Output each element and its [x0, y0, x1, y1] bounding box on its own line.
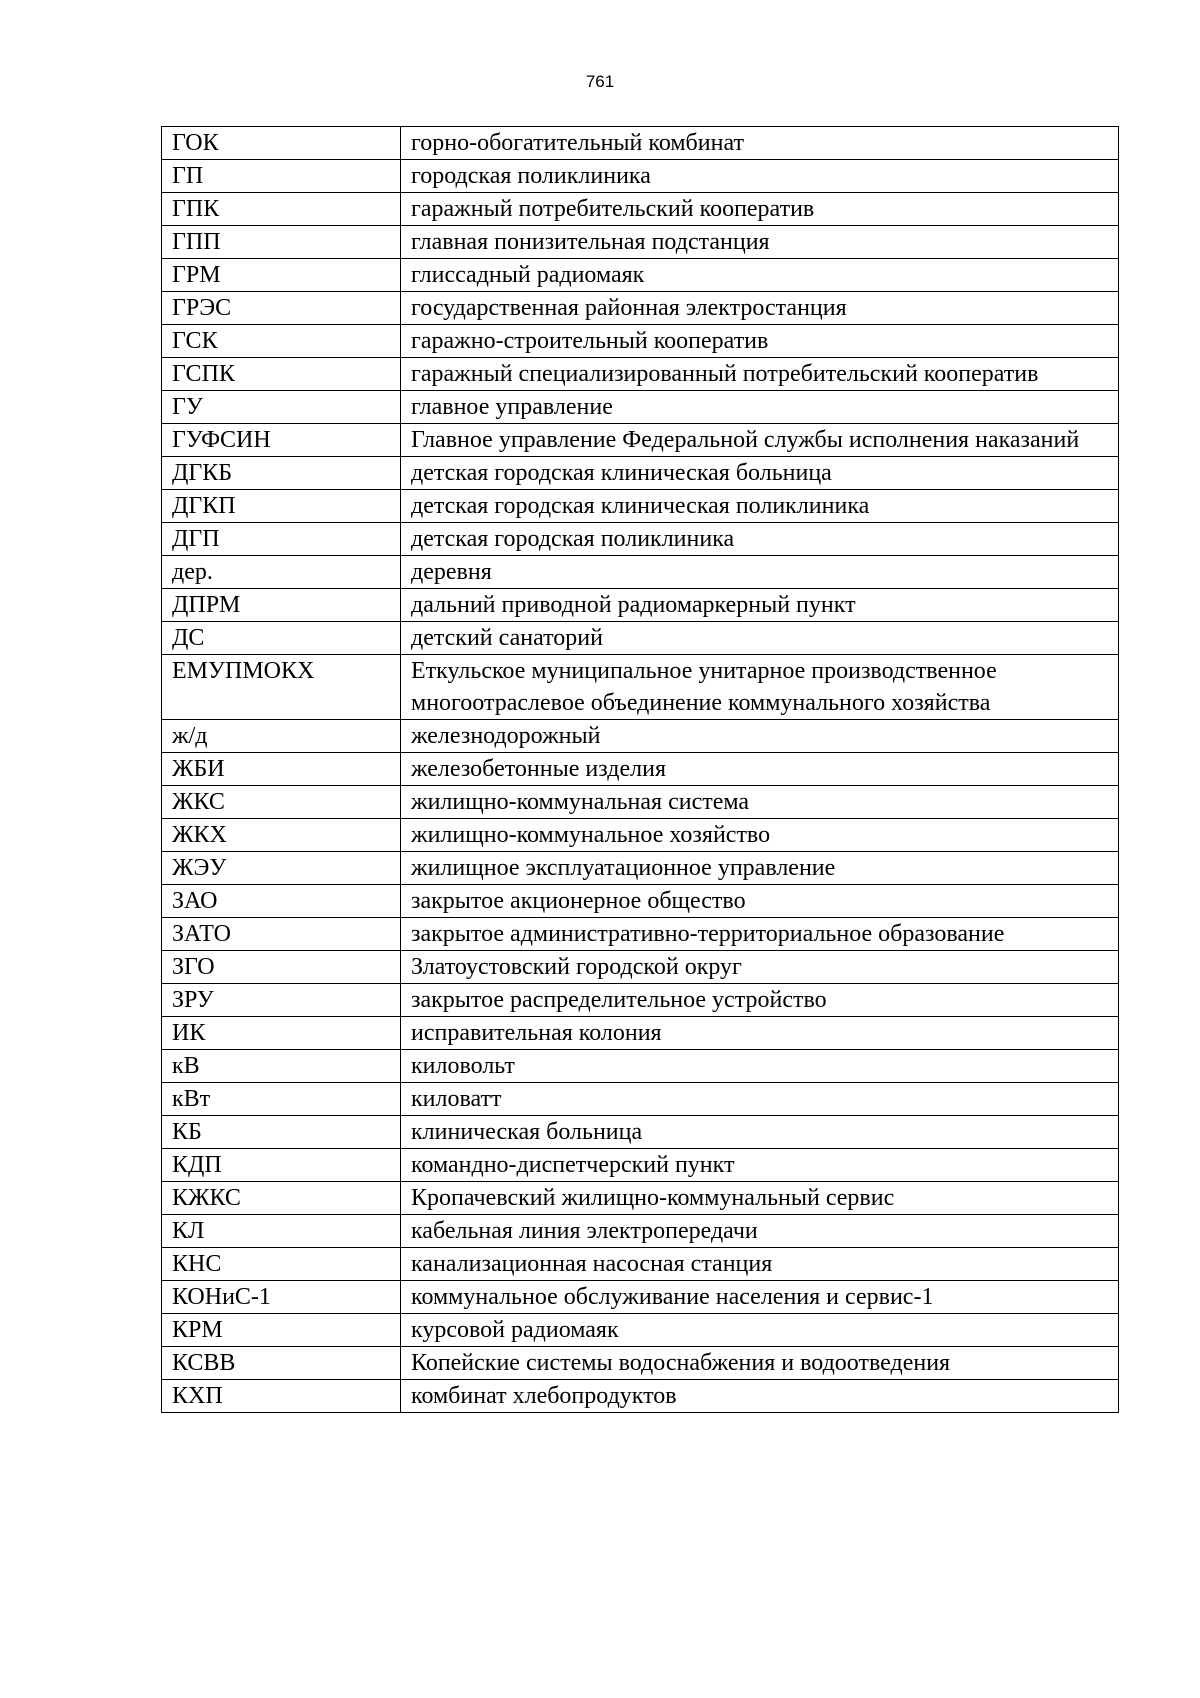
table-row [162, 885, 1119, 918]
table-row [162, 1380, 1119, 1413]
table-row [162, 1281, 1119, 1314]
meaning-cell: клиническая больница [401, 1116, 1119, 1149]
abbreviation-cell: ИК [162, 1017, 401, 1050]
meaning-cell: жилищно-коммунальное хозяйство [401, 819, 1119, 852]
table-row [162, 984, 1119, 1017]
meaning-cell: командно-диспетчерский пункт [401, 1149, 1119, 1182]
meaning-cell: железнодорожный [401, 720, 1119, 753]
abbreviation-cell: ДГП [162, 523, 401, 556]
meaning-cell: городская поликлиника [401, 160, 1119, 193]
table-row [162, 523, 1119, 556]
abbreviation-cell: КБ [162, 1116, 401, 1149]
abbreviation-cell: ГОК [162, 127, 401, 160]
table-row [162, 424, 1119, 457]
meaning-cell: горно-обогатительный комбинат [401, 127, 1119, 160]
meaning-cell: железобетонные изделия [401, 753, 1119, 786]
abbreviation-cell: ГУФСИН [162, 424, 401, 457]
abbreviation-cell: ГРЭС [162, 292, 401, 325]
meaning-cell: кабельная линия электропередачи [401, 1215, 1119, 1248]
table-row [162, 193, 1119, 226]
table-row [162, 819, 1119, 852]
meaning-cell: деревня [401, 556, 1119, 589]
table-row [162, 1248, 1119, 1281]
meaning-cell: Еткульское муниципальное унитарное производственное многоотраслевое объединение коммунального хозяйства [401, 655, 1119, 720]
meaning-cell: канализационная насосная станция [401, 1248, 1119, 1281]
meaning-cell: закрытое распределительное устройство [401, 984, 1119, 1017]
meaning-cell: киловатт [401, 1083, 1119, 1116]
table-row [162, 1347, 1119, 1380]
abbreviation-cell: ГПК [162, 193, 401, 226]
table-row [162, 753, 1119, 786]
abbreviation-cell: кВ [162, 1050, 401, 1083]
abbreviation-cell: ГУ [162, 391, 401, 424]
table-row [162, 918, 1119, 951]
table-row [162, 1182, 1119, 1215]
abbreviation-cell: КРМ [162, 1314, 401, 1347]
abbreviation-cell: ГСК [162, 325, 401, 358]
meaning-cell: государственная районная электростанция [401, 292, 1119, 325]
meaning-cell: детская городская поликлиника [401, 523, 1119, 556]
abbreviation-cell: кВт [162, 1083, 401, 1116]
abbreviation-cell: КХП [162, 1380, 401, 1413]
abbreviation-cell: ЖКХ [162, 819, 401, 852]
table-row [162, 1314, 1119, 1347]
abbreviation-cell: ДГКП [162, 490, 401, 523]
abbreviation-cell: ЗАО [162, 885, 401, 918]
abbreviation-cell: ДПРМ [162, 589, 401, 622]
meaning-cell: исправительная колония [401, 1017, 1119, 1050]
table-row [162, 391, 1119, 424]
table-row [162, 490, 1119, 523]
table-row [162, 325, 1119, 358]
abbreviation-cell: ГРМ [162, 259, 401, 292]
abbreviation-cell: ЗРУ [162, 984, 401, 1017]
meaning-cell: киловольт [401, 1050, 1119, 1083]
abbreviation-cell: ДС [162, 622, 401, 655]
abbreviation-cell: КЖКС [162, 1182, 401, 1215]
meaning-cell: гаражный потребительский кооператив [401, 193, 1119, 226]
abbreviation-cell: ГП [162, 160, 401, 193]
meaning-cell: Копейские системы водоснабжения и водоотведения [401, 1347, 1119, 1380]
abbreviation-cell: ЕМУПМОКХ [162, 655, 401, 720]
table-row [162, 1116, 1119, 1149]
table-row [162, 556, 1119, 589]
table-row [162, 358, 1119, 391]
table-row [162, 1050, 1119, 1083]
table-row [162, 457, 1119, 490]
abbreviation-cell: КДП [162, 1149, 401, 1182]
table-row [162, 1017, 1119, 1050]
meaning-cell: курсовой радиомаяк [401, 1314, 1119, 1347]
meaning-cell: жилищное эксплуатационное управление [401, 852, 1119, 885]
table-row [162, 160, 1119, 193]
table-row [162, 1149, 1119, 1182]
meaning-cell: гаражный специализированный потребительский кооператив [401, 358, 1119, 391]
meaning-cell: закрытое административно-территориальное образование [401, 918, 1119, 951]
abbreviation-cell: КНС [162, 1248, 401, 1281]
table-row [162, 292, 1119, 325]
abbreviation-cell: ЖКС [162, 786, 401, 819]
meaning-cell: Златоустовский городской округ [401, 951, 1119, 984]
meaning-cell: комбинат хлебопродуктов [401, 1380, 1119, 1413]
abbreviation-cell: дер. [162, 556, 401, 589]
table-row [162, 226, 1119, 259]
abbreviations-table-body [162, 127, 1119, 1413]
meaning-cell: закрытое акционерное общество [401, 885, 1119, 918]
table-row [162, 1215, 1119, 1248]
meaning-cell: коммунальное обслуживание населения и сервис-1 [401, 1281, 1119, 1314]
abbreviation-cell: КЛ [162, 1215, 401, 1248]
meaning-cell: детская городская клиническая поликлиника [401, 490, 1119, 523]
meaning-cell: дальний приводной радиомаркерный пункт [401, 589, 1119, 622]
meaning-cell: гаражно-строительный кооператив [401, 325, 1119, 358]
abbreviation-cell: ЗАТО [162, 918, 401, 951]
table-row [162, 852, 1119, 885]
meaning-cell: Главное управление Федеральной службы исполнения наказаний [401, 424, 1119, 457]
table-row [162, 720, 1119, 753]
meaning-cell: жилищно-коммунальная система [401, 786, 1119, 819]
abbreviations-table [161, 126, 1119, 1413]
abbreviation-cell: КОНиС-1 [162, 1281, 401, 1314]
abbreviation-cell: ГСПК [162, 358, 401, 391]
table-row [162, 589, 1119, 622]
abbreviation-cell: ГПП [162, 226, 401, 259]
table-row [162, 1083, 1119, 1116]
meaning-cell: глиссадный радиомаяк [401, 259, 1119, 292]
abbreviation-cell: ж/д [162, 720, 401, 753]
abbreviation-cell: ЖЭУ [162, 852, 401, 885]
abbreviation-cell: КСВВ [162, 1347, 401, 1380]
abbreviation-cell: ЖБИ [162, 753, 401, 786]
table-row [162, 622, 1119, 655]
meaning-cell: Кропачевский жилищно-коммунальный сервис [401, 1182, 1119, 1215]
table-row [162, 786, 1119, 819]
meaning-cell: главное управление [401, 391, 1119, 424]
meaning-cell: детская городская клиническая больница [401, 457, 1119, 490]
abbreviation-cell: ЗГО [162, 951, 401, 984]
table-row [162, 951, 1119, 984]
table-row [162, 259, 1119, 292]
table-row [162, 127, 1119, 160]
abbreviation-cell: ДГКБ [162, 457, 401, 490]
meaning-cell: главная понизительная подстанция [401, 226, 1119, 259]
meaning-cell: детский санаторий [401, 622, 1119, 655]
table-row [162, 655, 1119, 720]
page-number: 761 [585, 72, 615, 91]
